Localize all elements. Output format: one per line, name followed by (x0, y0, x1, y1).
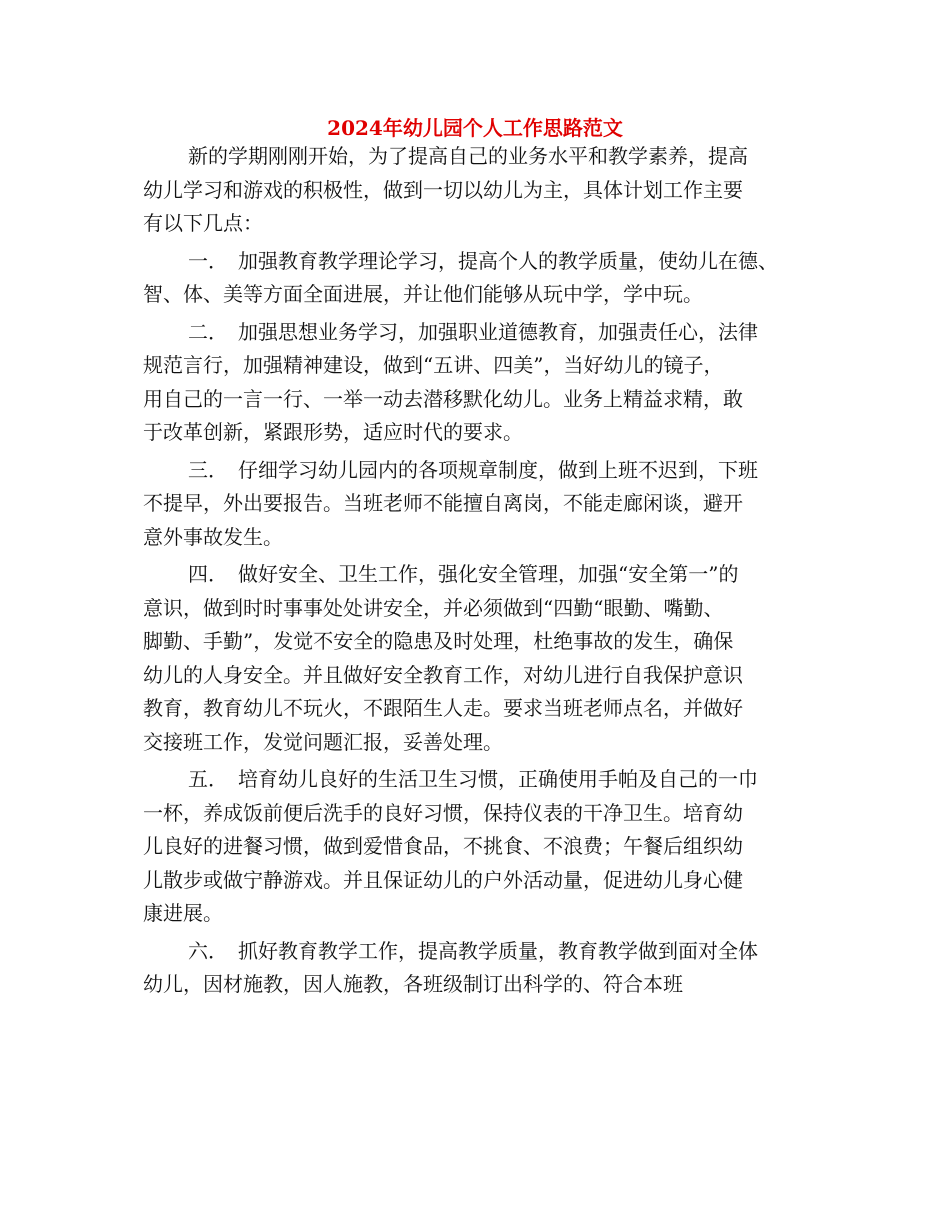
paragraph-item-2 (143, 316, 833, 450)
paragraph-line: 三． 仔细学习幼儿园内的各项规章制度，做到上班不迟到，下班 (188, 457, 758, 482)
paragraph-item-6 (143, 935, 833, 1002)
paragraph-line: 五． 培育幼儿良好的生活卫生习惯，正确使用手帕及自己的一巾 (188, 767, 758, 791)
paragraph-line: 规范言行，加强精神建设，做到“五讲、四美”，当好幼儿的镜子， (143, 353, 724, 377)
paragraph-intro (143, 140, 833, 241)
paragraph-line: 二． 加强思想业务学习，加强职业道德教育，加强责任心，法律 (188, 319, 758, 344)
paragraph-line: 交接班工作，发觉问题汇报，妥善处理。 (143, 729, 503, 754)
paragraph-line: 幼儿学习和游戏的积极性，做到一切以幼儿为主，具体计划工作主要 (143, 177, 743, 202)
paragraph-item-4 (143, 558, 833, 759)
paragraph-line: 意识，做到时时事事处处讲安全，并必须做到“四勤“眼勤、嘴勤、 (143, 595, 724, 620)
paragraph-line: 一． 加强教育教学理论学习，提高个人的教学质量，使幼儿在德、 (188, 248, 778, 273)
paragraph-line: 智、体、美等方面全面进展，并让他们能够从玩中学，学中玩。 (143, 282, 703, 306)
document-body (143, 140, 833, 1006)
paragraph-item-1 (143, 245, 833, 312)
paragraph-line: 幼儿的人身安全。并且做好安全教育工作，对幼儿进行自我保护意识 (143, 662, 743, 687)
paragraph-line: 新的学期刚刚开始，为了提高自己的业务水平和教学素养，提高 (188, 144, 748, 168)
paragraph-line: 六． 抓好教育教学工作，提高教学质量，教育教学做到面对全体 (188, 938, 758, 963)
paragraph-item-3 (143, 454, 833, 555)
paragraph-line: 不提早，外出要报告。当班老师不能擅自离岗，不能走廊闲谈，避开 (143, 491, 743, 515)
paragraph-line: 意外事故发生。 (143, 524, 283, 549)
document-title: 2024年幼儿园个人工作思路范文 (327, 116, 623, 140)
paragraph-item-5 (143, 763, 833, 931)
paragraph-line: 有以下几点： (143, 211, 263, 235)
paragraph-line: 儿散步或做宁静游戏。并且保证幼儿的户外活动量，促进幼儿身心健 (143, 867, 743, 892)
paragraph-line: 儿良好的进餐习惯，做到爱惜食品，不挑食、不浪费；午餐后组织幼 (143, 834, 743, 858)
paragraph-line: 教育，教育幼儿不玩火，不跟陌生人走。要求当班老师点名，并做好 (143, 696, 743, 720)
paragraph-line: 幼儿，因材施教，因人施教，各班级制订出科学的、符合本班 (143, 972, 683, 996)
paragraph-line: 脚勤、手勤”，发觉不安全的隐患及时处理，杜绝事故的发生，确保 (143, 629, 734, 653)
paragraph-line: 于改革创新，紧跟形势，适应时代的要求。 (143, 420, 523, 444)
paragraph-line: 一杯，养成饭前便后洗手的良好习惯，保持仪表的干净卫生。培育幼 (143, 800, 743, 825)
paragraph-line: 四． 做好安全、卫生工作，强化安全管理，加强“安全第一”的 (188, 562, 739, 586)
paragraph-line: 用自己的一言一行、一举一动去潜移默化幼儿。业务上精益求精，敢 (143, 386, 743, 411)
paragraph-line: 康进展。 (143, 901, 223, 925)
